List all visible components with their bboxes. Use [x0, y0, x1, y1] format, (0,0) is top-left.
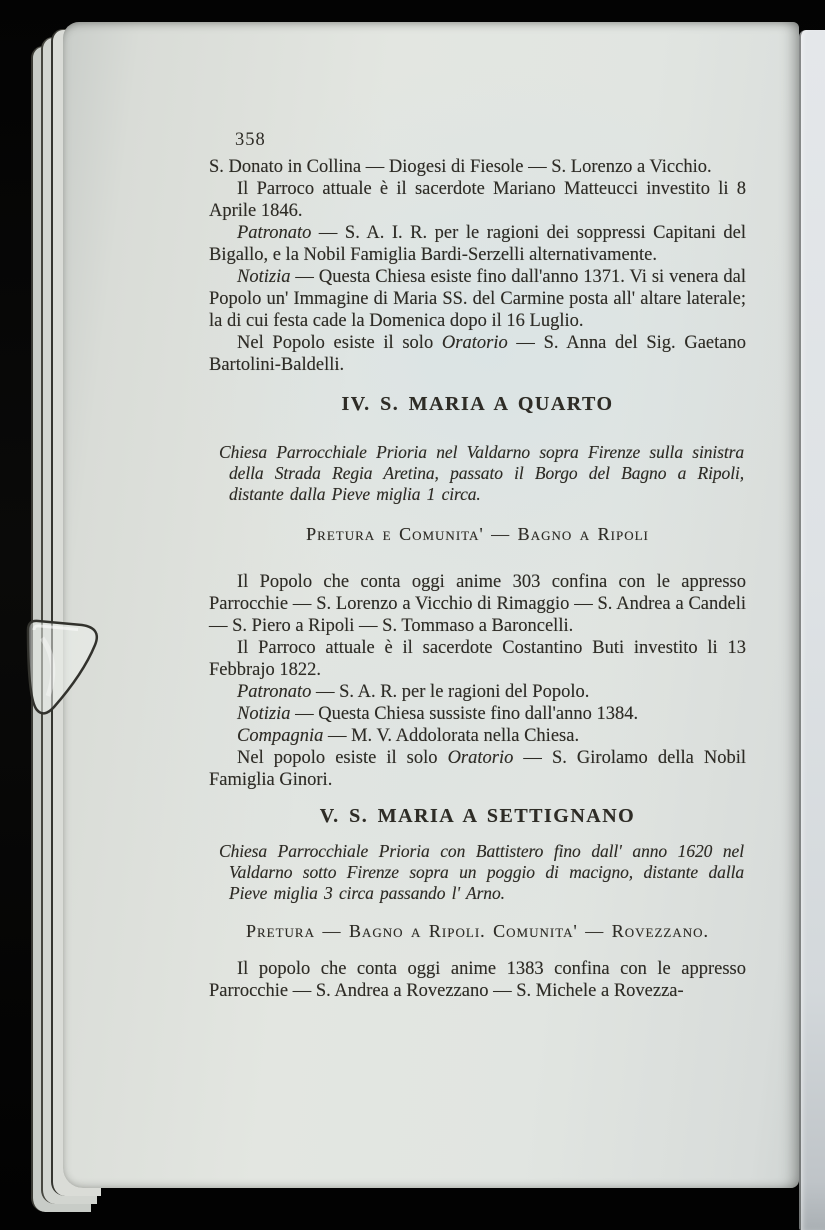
section-heading: IV. S. MARIA A QUARTO [341, 393, 614, 415]
body-paragraph: Il Popolo che conta oggi anime 303 confina con le appresso Parrocchie — S. Lorenzo a Vicchio di Rimaggio — S. Andrea a Candeli — S. Piero a Ripoli — S. Tommaso a Baroncelli. [209, 572, 746, 636]
page-holder-clip [20, 608, 124, 724]
body-paragraph: Il popolo che conta oggi anime 1383 confina con le appresso Parrocchie — S. Andrea a Rovezzano — S. Michele a Rovezza- [209, 959, 746, 1001]
book-page [63, 22, 799, 1188]
body-paragraph: Notizia — Questa Chiesa sussiste fino dall'anno 1384. [237, 704, 639, 724]
jurisdiction-line: Pretura e Comunita' — Bagno a Ripoli [306, 524, 649, 544]
jurisdiction-line: Pretura — Bagno a Ripoli. Comunita' — Rovezzano. [245, 921, 710, 941]
section-heading: V. S. MARIA A SETTIGNANO [319, 805, 636, 827]
intro-paragraph: S. Donato in Collina — Diogesi di Fiesole — S. Lorenzo a Vicchio. [209, 157, 712, 177]
clip-shape [20, 608, 124, 724]
body-paragraph: Il Parroco attuale è il sacerdote Costantino Buti investito li 13 Febbrajo 1822. [209, 638, 746, 680]
intro-paragraph: Nel Popolo esiste il solo Oratorio — S. Anna del Sig. Gaetano Bartolini-Baldelli. [209, 333, 746, 375]
section-description: Chiesa Parrocchiale Prioria con Battistero fino dall' anno 1620 nel Valdarno sotto Firenze sopra un poggio di macigno, distante dalla Pieve miglia 3 circa passando l' Arno. [219, 841, 744, 903]
body-paragraph: Compagnia — M. V. Addolorata nella Chiesa. [237, 726, 580, 746]
page-text [209, 156, 746, 1002]
body-paragraph: Patronato — S. A. R. per le ragioni del Popolo. [237, 682, 590, 702]
intro-paragraph: Notizia — Questa Chiesa esiste fino dall'anno 1371. Vi si venera dal Popolo un' Immagine di Maria SS. del Carmine posta all' altare laterale; la di cui festa cade la Domenica dopo il 16 Luglio. [209, 267, 746, 331]
page-number: 358 [235, 130, 266, 150]
body-paragraph: Nel popolo esiste il solo Oratorio — S. Girolamo della Nobil Famiglia Ginori. [209, 748, 746, 790]
intro-paragraph: Il Parroco attuale è il sacerdote Mariano Matteucci investito li 8 Aprile 1846. [209, 179, 746, 221]
intro-paragraph: Patronato — S. A. I. R. per le ragioni dei soppressi Capitani del Bigallo, e la Nobil Famiglia Bardi-Serzelli alternativamente. [209, 223, 746, 265]
section-description: Chiesa Parrocchiale Prioria nel Valdarno sopra Firenze sulla sinistra della Strada Regia Aretina, passato il Borgo del Bagno a Ripoli, distante dalla Pieve miglia 1 circa. [219, 442, 744, 504]
facing-page-sliver [799, 30, 825, 1230]
